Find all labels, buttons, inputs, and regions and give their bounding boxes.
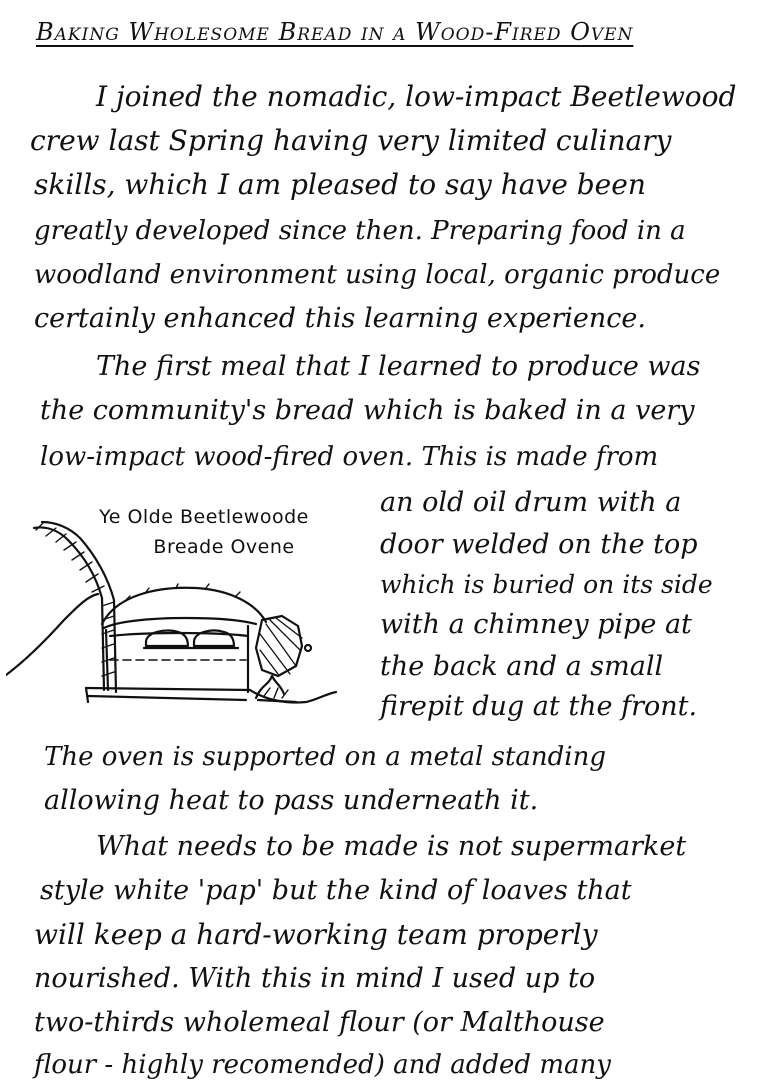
text-line: skills, which I am pleased to say have been (34, 168, 646, 201)
text-line: will keep a hard-working team properly (34, 918, 598, 951)
text-line: low-impact wood-fired oven. This is made from (40, 442, 659, 472)
text-line: What needs to be made is not supermarket (96, 831, 687, 862)
text-line: with a chimney pipe at (380, 609, 692, 640)
text-line: The first meal that I learned to produce was (96, 351, 701, 382)
text-line: the community's bread which is baked in a very (40, 395, 695, 426)
text-line: two-thirds wholemeal flour (or Malthouse (34, 1007, 605, 1038)
text-line: an old oil drum with a (380, 487, 682, 518)
caption-line: Ye Olde Beetlewoode (99, 506, 309, 528)
text-line: style white 'pap' but the kind of loaves that (40, 875, 632, 906)
caption-line: Breade Ovene (153, 536, 295, 558)
text-line: firepit dug at the front. (380, 691, 698, 722)
text-line: nourished. With this in mind I used up to (34, 963, 596, 994)
text-line: greatly developed since then. Preparing food in a (34, 216, 686, 246)
text-line: the back and a small (380, 651, 664, 682)
text-line: which is buried on its side (380, 570, 713, 599)
text-line: The oven is supported on a metal standing (44, 742, 606, 772)
text-line: certainly enhanced this learning experience. (34, 303, 646, 334)
text-line: crew last Spring having very limited culinary (30, 124, 672, 157)
text-line: door welded on the top (380, 529, 698, 560)
page-title: Baking Wholesome Bread in a Wood-Fired Oven (36, 18, 634, 46)
text-line: allowing heat to pass underneath it. (44, 785, 539, 816)
text-line: woodland environment using local, organic produce (34, 260, 721, 290)
oven-illustration (6, 520, 346, 720)
text-line: I joined the nomadic, low-impact Beetlewood (96, 80, 737, 113)
text-line: flour - highly recomended) and added many (34, 1050, 611, 1080)
